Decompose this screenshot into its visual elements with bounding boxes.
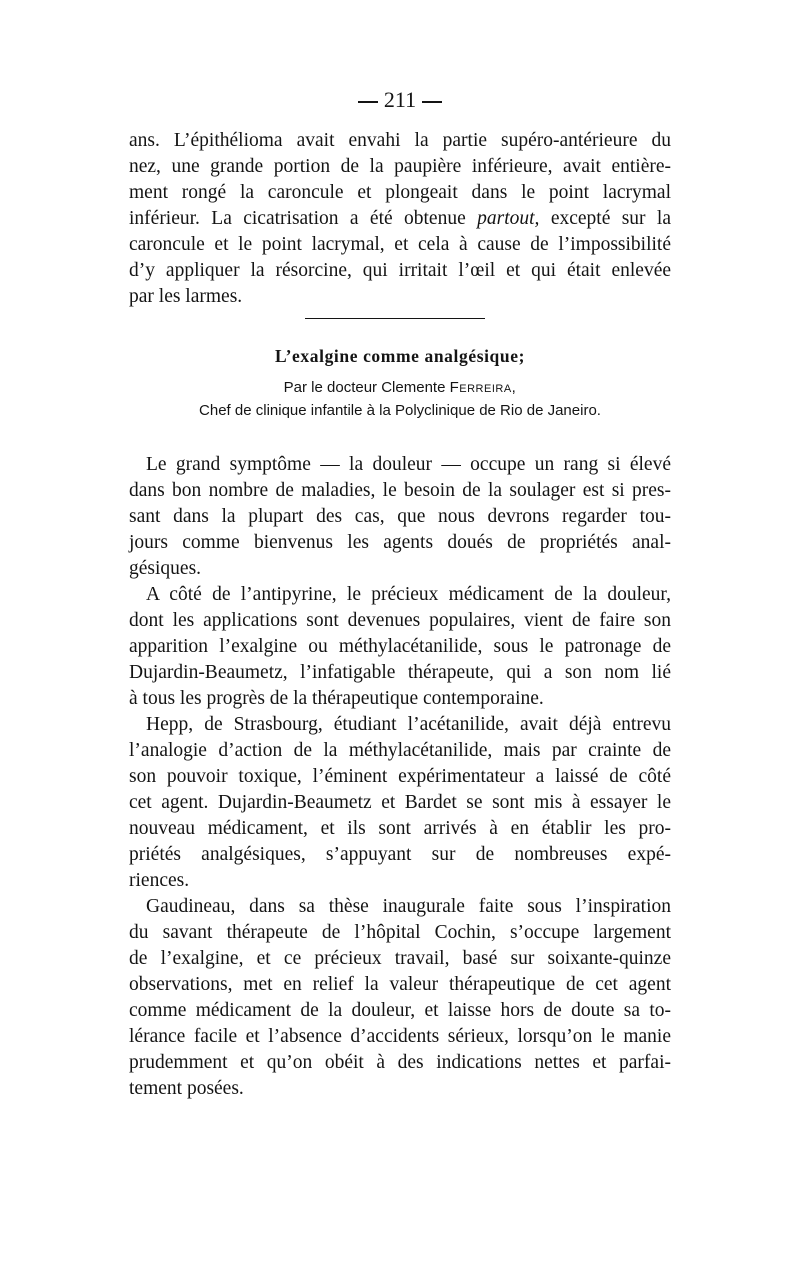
text-line: gésiques. — [129, 558, 202, 579]
text-line: nouveau médicament, et ils sont arrivés à en établir les pro- — [129, 818, 671, 839]
author-prefix: Par le docteur Clemente — [283, 379, 446, 396]
text-line: de l’exalgine, et ce précieux travail, basé sur soixante-quinze — [129, 948, 671, 969]
article-affiliation: Chef de clinique infantile à la Polyclinique de Rio de Janeiro. — [199, 402, 601, 419]
page-number — [0, 86, 800, 114]
page-number-text: 211 — [383, 87, 417, 112]
text-line: Gaudineau, dans sa thèse inaugurale faite sous l’inspiration — [146, 896, 671, 917]
text-line: observations, met en relief la valeur thérapeutique de cet agent — [129, 974, 671, 995]
text-line: comme médicament de la douleur, et laisse hors de doute sa to- — [129, 1000, 671, 1021]
author-surname: Ferreira, — [449, 379, 517, 396]
text-line: ans. L’épithélioma avait envahi la partie supéro-antérieure du — [129, 130, 671, 151]
emphasized-word: partout, — [477, 208, 540, 229]
text-line: d’y appliquer la résorcine, qui irritait l’œil et qui était enlevée — [129, 260, 671, 281]
text-line: Hepp, de Strasbourg, étudiant l’acétanilide, avait déjà entrevu — [146, 714, 671, 735]
text-line: son pouvoir toxique, l’éminent expérimentateur a laissé de côté — [129, 766, 671, 787]
text-line: riences. — [129, 870, 190, 891]
text-line: du savant thérapeute de l’hôpital Cochin, s’occupe largement — [129, 922, 671, 943]
text-line: nez, une grande portion de la paupière inférieure, avait entière- — [129, 156, 671, 177]
article-title: L’exalgine comme analgésique; — [274, 346, 526, 366]
text-line — [129, 206, 671, 232]
text-line: dont les applications sont devenues populaires, vient de faire son — [129, 610, 671, 631]
text-line: lérance facile et l’absence d’accidents sérieux, lorsqu’on le manie — [129, 1026, 671, 1047]
article-author — [0, 378, 800, 398]
text-line: par les larmes. — [129, 286, 243, 307]
text-line: à tous les progrès de la thérapeutique contemporaine. — [129, 688, 544, 709]
text-line: A côté de l’antipyrine, le précieux médicament de la douleur, — [146, 584, 671, 605]
section-divider — [305, 318, 485, 319]
page-number-dash-left — [358, 101, 378, 103]
text-line: dans bon nombre de maladies, le besoin de la soulager est si pres- — [129, 480, 671, 501]
text-line: jours comme bienvenus les agents doués de propriétés anal- — [129, 532, 671, 553]
text-segment: excepté sur la — [550, 208, 671, 229]
text-line: cet agent. Dujardin-Beaumetz et Bardet se sont mis à essayer le — [129, 792, 671, 813]
text-segment: inférieur. La cicatrisation a été obtenue — [129, 208, 466, 229]
text-line: sant dans la plupart des cas, que nous devrons regarder tou- — [129, 506, 671, 527]
text-line: tement posées. — [129, 1078, 244, 1099]
text-line: caroncule et le point lacrymal, et cela à cause de l’impossibilité — [129, 234, 671, 255]
text-line: apparition l’exalgine ou méthylacétanilide, sous le patronage de — [129, 636, 671, 657]
text-line: Dujardin-Beaumetz, l’infatigable thérapeute, qui a son nom lié — [129, 662, 671, 683]
text-line: prudemment et qu’on obéit à des indications nettes et parfai- — [129, 1052, 671, 1073]
page-number-dash-right — [422, 101, 442, 103]
text-line: l’analogie d’action de la méthylacétanilide, mais par crainte de — [129, 740, 671, 761]
text-line: Le grand symptôme — la douleur — occupe un rang si élevé — [146, 454, 671, 475]
text-line: priétés analgésiques, s’appuyant sur de nombreuses expé- — [129, 844, 671, 865]
text-line: ment rongé la caroncule et plongeait dans le point lacrymal — [129, 182, 671, 203]
